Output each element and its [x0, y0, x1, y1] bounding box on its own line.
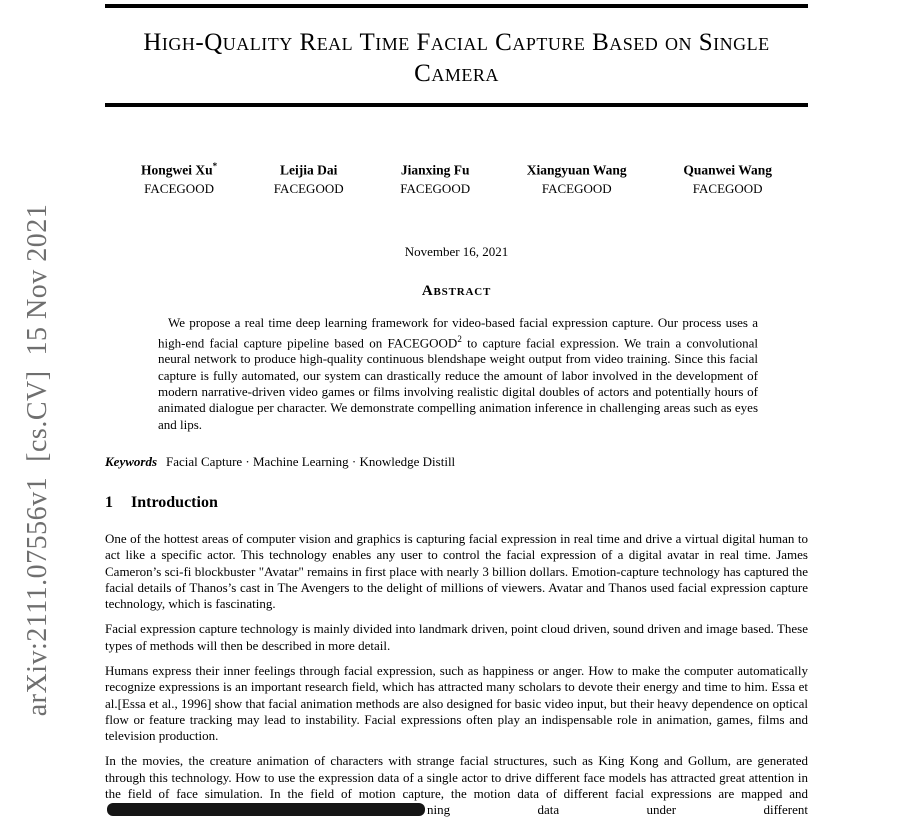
section-heading — [105, 493, 808, 513]
author-name-text: Hongwei Xu — [141, 162, 213, 178]
abstract-text — [158, 315, 758, 433]
paragraph-text-after-redaction: ning data under different — [427, 802, 808, 818]
author — [400, 157, 470, 197]
paragraph: Facial expression capture technology is mainly divided into landmark driven, point cloud driven, sound driven and image based. These types of methods will then be described in more detail. — [105, 621, 808, 653]
abstract-text-part1: We propose a real time deep learning framework for video-based facial expression capture. Our process uses a high-end facial capture pipeline based on FACEGOOD — [158, 314, 758, 351]
author-name-text: Leijia Dai — [280, 162, 338, 178]
author — [274, 157, 344, 197]
author-name-text: Quanwei Wang — [683, 162, 772, 178]
section-title: Introduction — [131, 493, 218, 511]
paragraph — [105, 753, 808, 818]
arxiv-watermark: arXiv:2111.07556v1 [cs.CV] 15 Nov 2021 — [22, 203, 53, 717]
author-affiliation: FACEGOOD — [692, 180, 763, 196]
author-name — [683, 157, 772, 180]
author-block — [105, 157, 808, 197]
author-footnote-mark: * — [212, 161, 218, 171]
paragraph-text-before-redaction: In the movies, the creature animation of characters with strange facial structures, such as King Kong and Gollum, are generated through this technology. How to use the expression data of a single actor to drive different face models has attracted great attention in the field of face simulation. In the field of motion capture, the motion data of different facial expressions are mapped and — [105, 753, 808, 802]
section-number: 1 — [105, 493, 113, 511]
keywords-list: Facial Capture · Machine Learning · Knowledge Distill — [166, 453, 456, 469]
abstract-text-part2: to capture facial expression. We train a convolutional neural network to produce high-quality continuous blendshape weight output from video training. Since this facial capture is fully automated, our system can drastically reduce the amount of labor involved in the development of modern narrative-driven video games or films involving realistic digital doubles of actors and potentially hours of animated dialogue per character. We demonstrate compelling animation inference in challenging areas such as eyes and lips. — [158, 335, 758, 432]
paragraph: One of the hottest areas of computer vision and graphics is capturing facial expression in real time and drive a virtual digital human to act like a specific actor. This technology enables any user to control the facial expression of a digital avatar in real time. James Cameron’s sci-fi blockbuster "Avatar" remains in first place with nearly 3 billion dollars. Emotion-capture technology has captured the facial details of Thanos’s cast in The Avengers to the delight of millions of viewers. Avatar and Thanos used facial expression capture technology, which is fascinating. — [105, 530, 808, 612]
author — [683, 157, 772, 197]
abstract-heading: Abstract — [421, 282, 492, 299]
author-name-text: Jianxing Fu — [400, 162, 470, 178]
author-name — [400, 157, 470, 180]
title-rule-bottom — [105, 103, 808, 107]
title-rule-top — [105, 4, 808, 8]
abstract-footnote-mark: 2 — [457, 333, 462, 344]
paper-title: High-Quality Real Time Facial Capture Based on Single Camera — [143, 29, 770, 87]
paragraph: Humans express their inner feelings through facial expression, such as happiness or anger. How to make the computer automatically recognize expressions is an important research field, which has attracted many scholars to devote their energy and time to him. Essa et al.[Essa et al., 1996] show that facial animation methods are also designed for basic video input, but their heavy dependence on optical flow or feature tracking may lead to instability. Facial expressions often play an indispensable role in animation, games, films and television production. — [105, 662, 808, 744]
publication-date: November 16, 2021 — [404, 243, 509, 259]
author-name — [141, 157, 217, 180]
author-name — [527, 157, 627, 180]
author — [527, 157, 627, 197]
redaction-bar — [107, 803, 425, 816]
keywords-line — [105, 453, 808, 470]
keywords-label: Keywords — [105, 453, 157, 469]
author — [141, 157, 217, 197]
author-affiliation: FACEGOOD — [400, 180, 471, 196]
author-name — [274, 157, 344, 180]
author-affiliation: FACEGOOD — [273, 180, 344, 196]
author-name-text: Xiangyuan Wang — [526, 162, 627, 178]
paper-body — [105, 0, 808, 819]
author-affiliation: FACEGOOD — [144, 180, 214, 196]
author-affiliation: FACEGOOD — [541, 180, 612, 196]
